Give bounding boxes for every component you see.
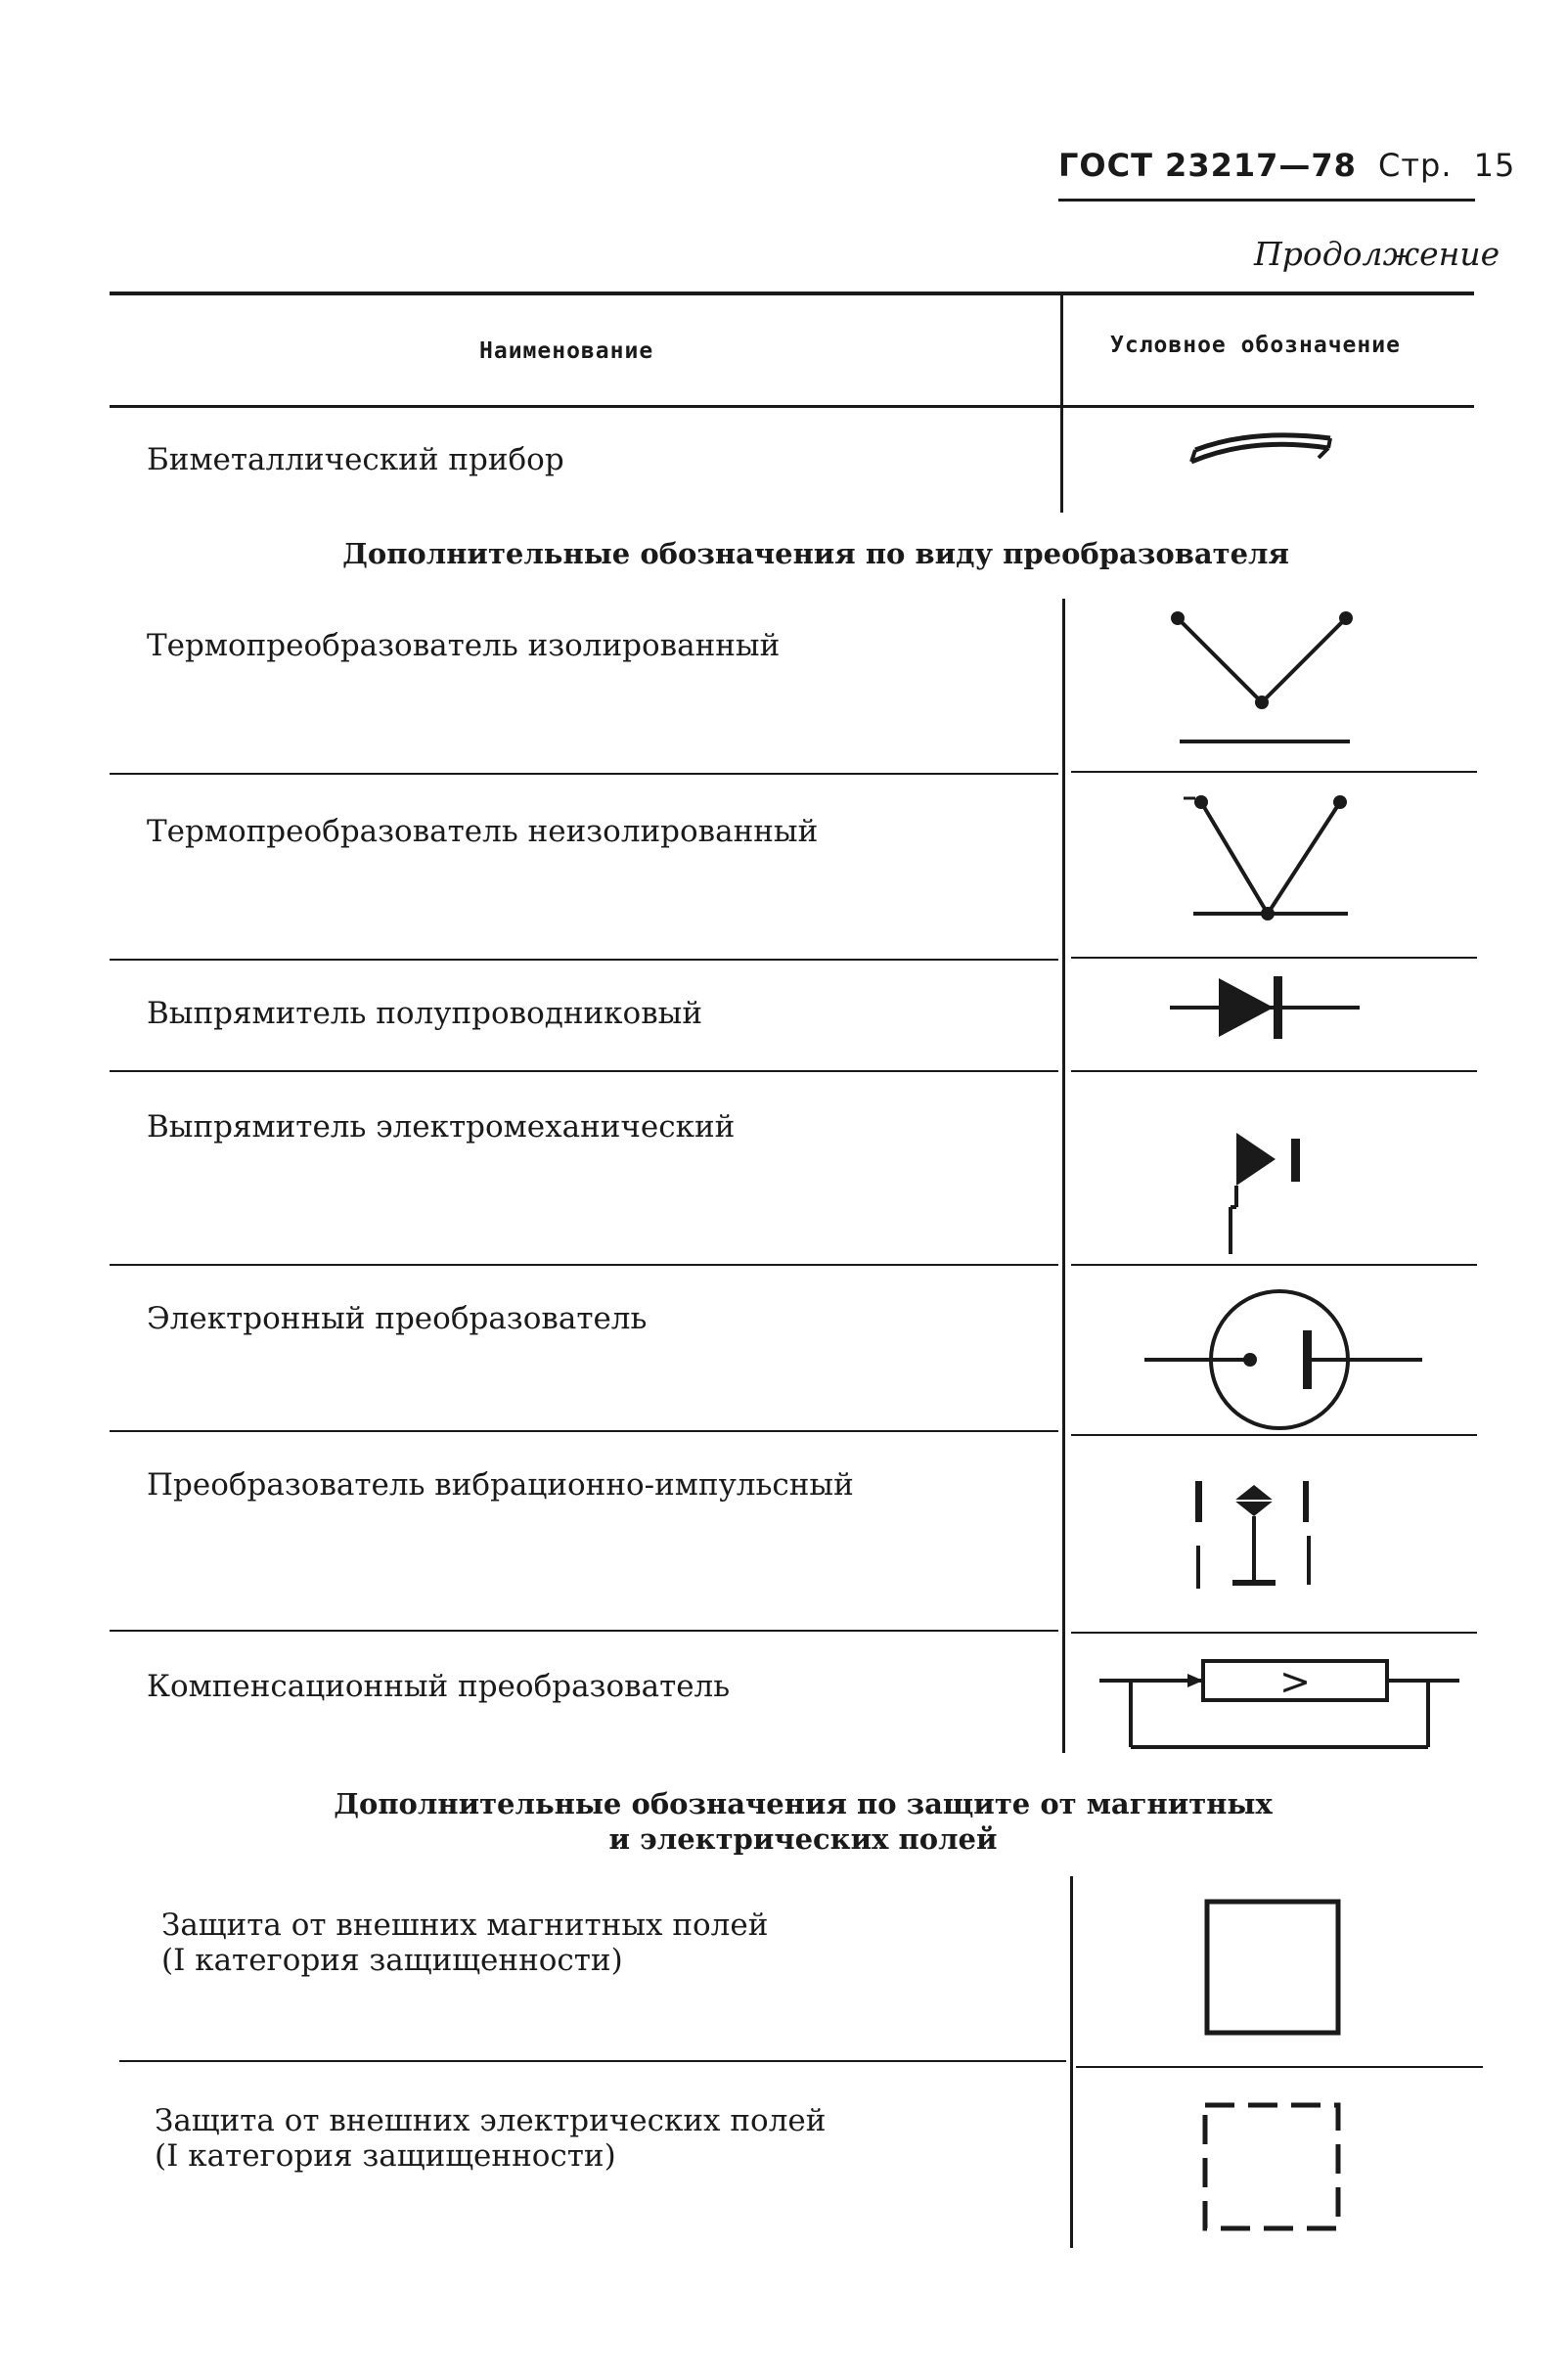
column-header-symbol: Условное обозначение (1110, 333, 1401, 358)
row-separator (1071, 1632, 1477, 1634)
row-separator (110, 959, 1058, 961)
row-vibration-name: Преобразователь вибрационно-импульсный (147, 1467, 854, 1503)
electronic-converter-symbol (1135, 1281, 1428, 1438)
row-separator (119, 2060, 1066, 2062)
header-underline (1058, 199, 1475, 202)
vibration-converter-symbol (1184, 1467, 1330, 1604)
row-magnetic-line1: Защита от внешних магнитных полей (161, 1908, 769, 1943)
thermo-noninsulated-symbol (1174, 790, 1369, 927)
row-separator (110, 1430, 1058, 1432)
row-thermo-noninsulated-name: Термопреобразователь неизолированный (147, 814, 819, 849)
compensation-converter-symbol (1094, 1653, 1465, 1761)
row-bimetal-divider (1060, 407, 1063, 513)
row-magnetic-name (161, 1908, 768, 1978)
section-protection-line1: Дополнительные обозначения по защите от магнитных (334, 1787, 1273, 1820)
row-separator (1071, 1434, 1477, 1436)
row-magnetic-line2: (I категория защищенности) (161, 1943, 623, 1978)
row-separator (110, 1264, 1058, 1266)
standard-number: ГОСТ 23217—78 (1058, 147, 1357, 184)
row-electric-line1: Защита от внешних электрических полей (155, 2103, 827, 2138)
row-separator (1071, 1264, 1477, 1266)
electric-shield-symbol (1193, 2093, 1350, 2240)
row-separator (1071, 1070, 1477, 1072)
row-separator (110, 773, 1058, 775)
section-protection-line2: и электрических полей (608, 1822, 998, 1856)
row-separator (110, 1630, 1058, 1632)
row-separator (1076, 2066, 1483, 2068)
row-thermo-insulated-name: Термопреобразователь изолированный (147, 628, 781, 663)
page-header (1058, 147, 1516, 184)
column-divider-protection (1070, 1876, 1073, 2248)
page-label: Стр. (1378, 147, 1453, 184)
table-top-rule (110, 292, 1474, 295)
compensation-sign: > (1279, 1660, 1311, 1703)
column-header-name: Наименование (479, 338, 654, 364)
row-electric-name (155, 2103, 826, 2174)
section-converter-heading: Дополнительные обозначения по виду преобразователя (342, 537, 1289, 570)
column-divider-converters (1062, 599, 1065, 1753)
row-rectifier-electromech-name: Выпрямитель электромеханический (147, 1109, 736, 1145)
table-header-rule (110, 405, 1474, 408)
row-electronic-name: Электронный преобразователь (147, 1301, 648, 1336)
row-bimetal-name: Биметаллический прибор (147, 442, 564, 477)
electromechanical-rectifier-symbol (1203, 1125, 1321, 1262)
row-electric-line2: (I категория защищенности) (155, 2138, 616, 2174)
row-separator (110, 1070, 1058, 1072)
thermo-insulated-symbol (1164, 606, 1379, 753)
bimetal-symbol (1184, 423, 1340, 481)
section-protection-heading (0, 1786, 1567, 1857)
continuation-label: Продолжение (1254, 235, 1500, 273)
semiconductor-diode-symbol (1164, 968, 1369, 1047)
row-compensation-name: Компенсационный преобразователь (147, 1669, 731, 1704)
magnetic-shield-symbol (1199, 1894, 1346, 2041)
table-header-divider (1060, 292, 1063, 405)
row-separator (1071, 957, 1477, 959)
row-separator (1071, 771, 1477, 773)
page-number: 15 (1473, 147, 1516, 184)
row-rectifier-semi-name: Выпрямитель полупроводниковый (147, 996, 702, 1031)
